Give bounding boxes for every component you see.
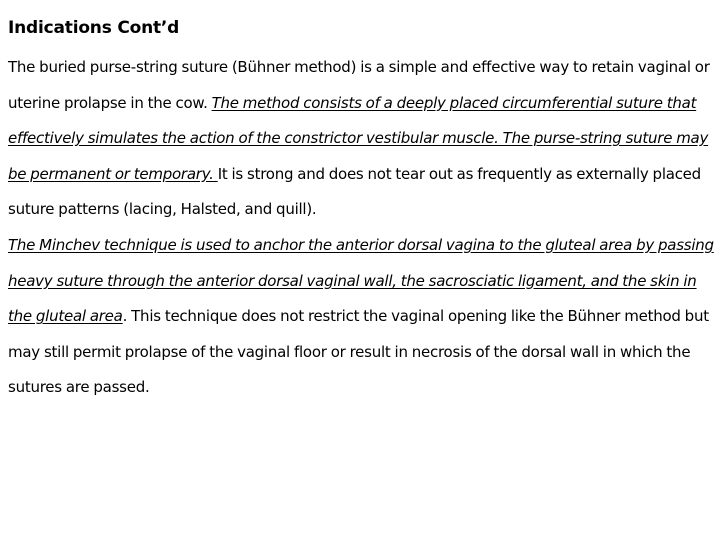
- paragraph-minchev: [8, 228, 714, 406]
- slide-body: [8, 50, 714, 406]
- paragraph-minchev-tail: . This technique does not restrict the vaginal opening like the Bühner method but may still permit prolapse of the vaginal floor or result in necrosis of the dorsal wall in which the sutures are passed.: [8, 307, 709, 397]
- slide-title: Indications Cont’d: [8, 18, 180, 38]
- paragraph-buhner-lead: The buried purse-string suture (Bühner method) is a simple and effective way to retain vaginal or uterine prolapse in the cow.: [8, 58, 710, 112]
- paragraph-buhner-emphasis: The method consists of a deeply placed circumferential suture that effectively simulates the action of the constrictor vestibular muscle. The purse-string suture may be permanent or temporary.: [8, 93, 709, 183]
- paragraph-buhner-tail: It is strong and does not tear out as frequently as externally placed suture patterns (lacing, Halsted, and quill).: [8, 164, 701, 219]
- paragraph-minchev-emphasis: The Minchev technique is used to anchor the anterior dorsal vagina to the gluteal area by passing heavy suture through the anterior dorsal vaginal wall, the sacrosciatic ligament, and the skin in the gluteal area: [8, 235, 714, 326]
- paragraph-buhner: [8, 50, 714, 228]
